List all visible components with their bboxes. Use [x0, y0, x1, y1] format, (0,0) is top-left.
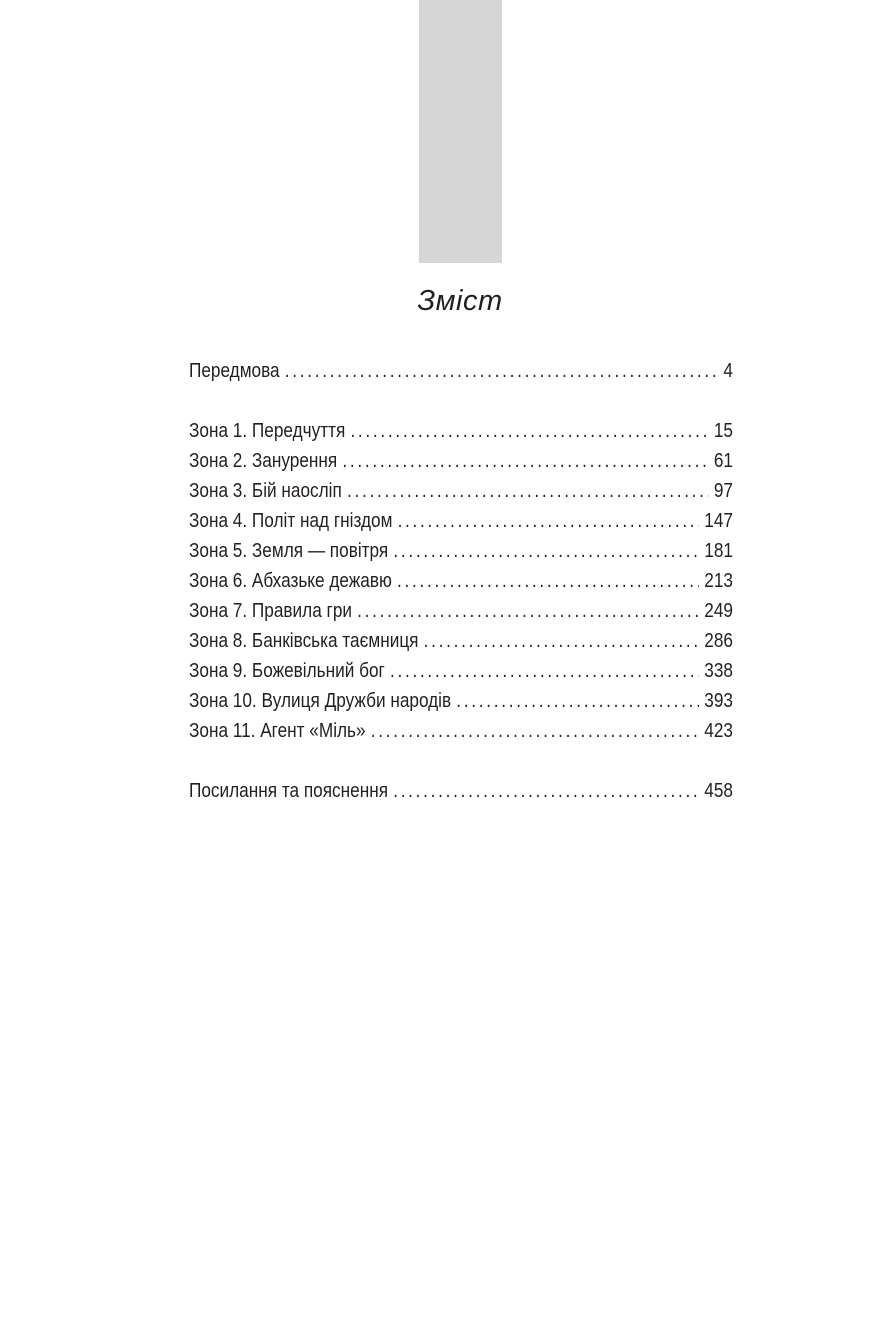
- toc-group-zones: [189, 416, 733, 746]
- toc-entry[interactable]: [189, 566, 733, 596]
- toc-entry-page: 249: [704, 600, 733, 622]
- toc-leader-dots: [285, 356, 718, 386]
- toc-leader-dots: [393, 776, 699, 806]
- toc-entry[interactable]: [189, 446, 733, 476]
- toc-entry[interactable]: [189, 356, 733, 386]
- toc-entry-page: 286: [704, 630, 733, 652]
- toc-leader-dots: [347, 476, 709, 506]
- toc-leader-dots: [424, 626, 699, 656]
- toc-leader-dots: [342, 446, 708, 476]
- toc-leader-dots: [397, 566, 699, 596]
- toc-entry-label: Зона 3. Бій наосліп: [189, 480, 342, 502]
- toc-leader-dots: [393, 536, 699, 566]
- grey-tab-marker: [419, 0, 502, 263]
- toc-entry[interactable]: [189, 626, 733, 656]
- toc-entry-label: Зона 7. Правила гри: [189, 600, 352, 622]
- toc-entry-label: Зона 2. Занурення: [189, 450, 338, 472]
- toc-entry-label: Посилання та пояснення: [189, 780, 389, 802]
- toc-entry-label: Зона 4. Політ над гніздом: [189, 510, 393, 532]
- page-title: Зміст: [417, 285, 503, 317]
- toc-entry[interactable]: [189, 596, 733, 626]
- toc-entry-page: 393: [704, 690, 733, 712]
- toc-entry-page: 147: [704, 510, 733, 532]
- toc-leader-dots: [357, 596, 699, 626]
- toc-entry-label: Зона 5. Земля — повітря: [189, 540, 389, 562]
- toc-entry-page: 61: [713, 450, 733, 472]
- toc-entry-label: Зона 10. Вулиця Дружби народів: [189, 690, 452, 712]
- toc-entry-page: 4: [723, 360, 733, 382]
- toc-leader-dots: [371, 716, 699, 746]
- toc-entry-label: Передмова: [189, 360, 280, 382]
- toc-entry[interactable]: [189, 476, 733, 506]
- toc-entry[interactable]: [189, 716, 733, 746]
- toc-entry[interactable]: [189, 506, 733, 536]
- toc-leader-dots: [350, 416, 708, 446]
- table-of-contents: [189, 356, 733, 836]
- toc-entry-page: 97: [713, 480, 733, 502]
- toc-entry-label: Зона 11. Агент «Міль»: [189, 720, 366, 742]
- toc-entry[interactable]: [189, 656, 733, 686]
- toc-entry-page: 458: [704, 780, 733, 802]
- toc-group-preface: [189, 356, 733, 386]
- toc-leader-dots: [390, 656, 699, 686]
- toc-entry-label: Зона 6. Абхазьке дежавю: [189, 570, 392, 592]
- toc-entry[interactable]: [189, 536, 733, 566]
- toc-entry-page: 213: [704, 570, 733, 592]
- toc-entry[interactable]: [189, 776, 733, 806]
- toc-entry[interactable]: [189, 416, 733, 446]
- toc-entry-page: 181: [704, 540, 733, 562]
- toc-entry-label: Зона 8. Банківська таємниця: [189, 630, 419, 652]
- toc-group-references: [189, 776, 733, 806]
- toc-entry-page: 423: [704, 720, 733, 742]
- toc-entry[interactable]: [189, 686, 733, 716]
- toc-leader-dots: [456, 686, 699, 716]
- toc-entry-page: 15: [713, 420, 733, 442]
- toc-entry-label: Зона 1. Передчуття: [189, 420, 346, 442]
- toc-entry-label: Зона 9. Божевільний бог: [189, 660, 385, 682]
- toc-entry-page: 338: [704, 660, 733, 682]
- toc-leader-dots: [398, 506, 700, 536]
